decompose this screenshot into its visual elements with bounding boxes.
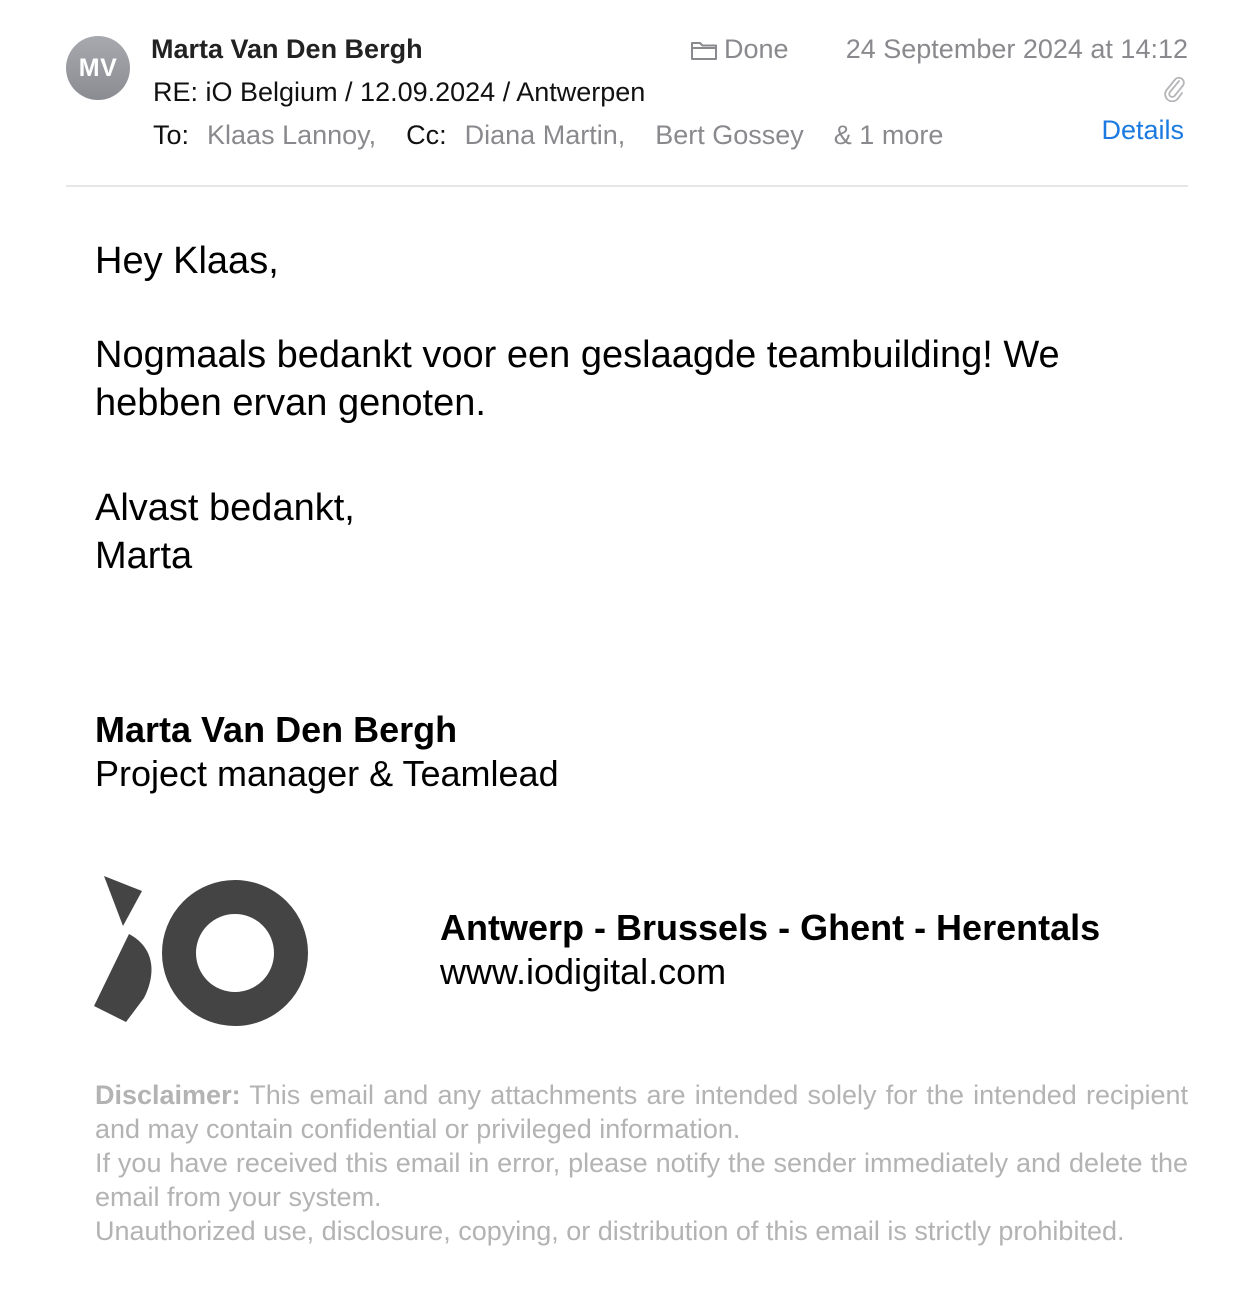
more-recipients[interactable]: & 1 more bbox=[833, 120, 944, 150]
io-logo bbox=[92, 874, 312, 1031]
paperclip-icon[interactable] bbox=[1164, 76, 1186, 107]
signature-role: Project manager & Teamlead bbox=[95, 753, 559, 794]
message-subject: RE: iO Belgium / 12.09.2024 / Antwerpen bbox=[153, 77, 646, 107]
cc-label: Cc: bbox=[406, 120, 447, 150]
recipient-to[interactable]: Klaas Lannoy, bbox=[207, 120, 377, 150]
signature-name: Marta Van Den Bergh bbox=[95, 709, 458, 750]
disclaimer-paragraph bbox=[95, 1146, 1188, 1214]
disclaimer-paragraph bbox=[95, 1078, 1188, 1146]
message-greeting: Hey Klaas, bbox=[95, 240, 279, 282]
message-closing bbox=[95, 484, 355, 580]
sender-avatar[interactable]: MV bbox=[66, 36, 130, 100]
to-label: To: bbox=[153, 120, 190, 150]
message-date: 24 September 2024 at 14:12 bbox=[845, 34, 1188, 64]
recipient-cc[interactable]: Bert Gossey bbox=[655, 120, 804, 150]
signature-website[interactable]: www.iodigital.com bbox=[440, 951, 727, 992]
folder-label: Done bbox=[724, 34, 789, 64]
disclaimer-line: This email and any attachments are intended solely for the intended recipient and may contain confidential or privileged information. bbox=[95, 1080, 1189, 1144]
closing-signoff: Marta bbox=[95, 535, 193, 577]
disclaimer-label: Disclaimer: bbox=[95, 1080, 241, 1110]
signature-offices: Antwerp - Brussels - Ghent - Herentals bbox=[440, 907, 1101, 948]
disclaimer-paragraph bbox=[95, 1214, 1188, 1248]
disclaimer-line: Unauthorized use, disclosure, copying, or distribution of this email is strictly prohibited. bbox=[95, 1216, 1125, 1246]
folder-icon bbox=[690, 39, 718, 61]
recipients-line bbox=[153, 120, 943, 151]
details-link[interactable]: Details bbox=[1101, 115, 1184, 145]
mailbox-folder[interactable] bbox=[690, 34, 789, 65]
sender-name[interactable]: Marta Van Den Bergh bbox=[151, 34, 423, 64]
disclaimer-line: If you have received this email in error, please notify the sender immediately and delete the email from your system. bbox=[95, 1148, 1188, 1212]
message-paragraph: Nogmaals bedankt voor een geslaagde teambuilding! We hebben ervan genoten. bbox=[95, 334, 1060, 424]
message-header bbox=[0, 0, 1252, 186]
header-divider bbox=[66, 185, 1188, 187]
closing-line: Alvast bedankt, bbox=[95, 487, 355, 529]
email-disclaimer bbox=[95, 1078, 1188, 1248]
recipient-cc[interactable]: Diana Martin, bbox=[464, 120, 626, 150]
